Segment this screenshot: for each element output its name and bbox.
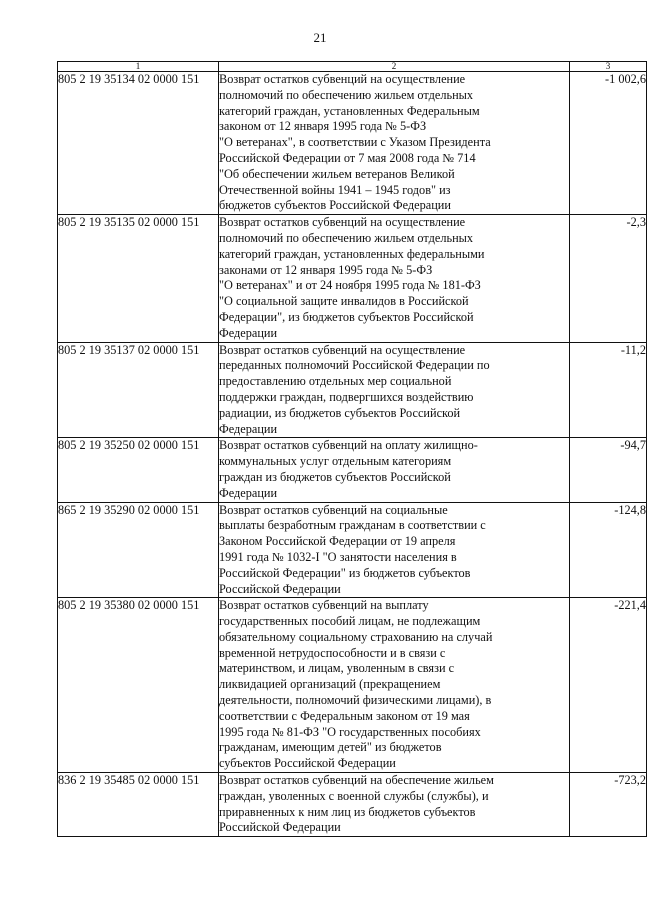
budget-code-cell: 805 2 19 35250 02 0000 151 bbox=[58, 438, 219, 502]
amount-cell: -124,8 bbox=[570, 502, 647, 598]
amount-cell: -2,3 bbox=[570, 215, 647, 342]
budget-code-cell: 836 2 19 35485 02 0000 151 bbox=[58, 773, 219, 837]
description-cell: Возврат остатков субвенций на выплату государственных пособий лицам, не подлежащим обязательному социальному страхованию на случай временной нетрудоспособности и в связи с материнством, и лицам, уволенным в связи с ликвидацией организаций (прекращением деятельности, полномочий физическими лицами), в соответствии с Федеральным законом от 19 мая 1995 года № 81-ФЗ "О государственных пособиях гражданам, имеющим детей" из бюджетов субъектов Российской Федерации bbox=[219, 598, 570, 773]
amount-cell: -11,2 bbox=[570, 342, 647, 438]
budget-code-cell: 805 2 19 35134 02 0000 151 bbox=[58, 72, 219, 215]
table-row bbox=[58, 502, 647, 598]
budget-code-cell: 805 2 19 35135 02 0000 151 bbox=[58, 215, 219, 342]
column-header-name: 2 bbox=[219, 62, 570, 72]
table-row bbox=[58, 72, 647, 215]
budget-code-cell: 865 2 19 35290 02 0000 151 bbox=[58, 502, 219, 598]
table-row bbox=[58, 438, 647, 502]
budget-code-cell: 805 2 19 35137 02 0000 151 bbox=[58, 342, 219, 438]
column-header-code: 1 bbox=[58, 62, 219, 72]
table-row bbox=[58, 342, 647, 438]
amount-cell: -94,7 bbox=[570, 438, 647, 502]
column-header-amount: 3 bbox=[570, 62, 647, 72]
table-row bbox=[58, 773, 647, 837]
description-cell: Возврат остатков субвенций на социальные выплаты безработным гражданам в соответствии с Законом Российской Федерации от 19 апреля 1991 года № 1032-I "О занятости населения в Российской Федерации" из бюджетов субъектов Российской Федерации bbox=[219, 502, 570, 598]
description-cell: Возврат остатков субвенций на осуществление полномочий по обеспечению жильем отдельных категорий граждан, установленных Федеральным законом от 12 января 1995 года № 5-ФЗ "О ветеранах", в соответствии с Указом Президента Российской Федерации от 7 мая 2008 года № 714 "Об обеспечении жильем ветеранов Великой Отечественной войны 1941 – 1945 годов" из бюджетов субъектов Российской Федерации bbox=[219, 72, 570, 215]
table-body bbox=[58, 72, 647, 837]
description-cell: Возврат остатков субвенций на обеспечение жильем граждан, уволенных с военной службы (службы), и приравненных к ним лиц из бюджетов субъектов Российской Федерации bbox=[219, 773, 570, 837]
amount-cell: -1 002,6 bbox=[570, 72, 647, 215]
description-cell: Возврат остатков субвенций на оплату жилищно- коммунальных услуг отдельным категориям граждан из бюджетов субъектов Российской Федерации bbox=[219, 438, 570, 502]
budget-codes-table bbox=[57, 61, 647, 837]
amount-cell: -723,2 bbox=[570, 773, 647, 837]
budget-code-cell: 805 2 19 35380 02 0000 151 bbox=[58, 598, 219, 773]
table-row bbox=[58, 598, 647, 773]
amount-cell: -221,4 bbox=[570, 598, 647, 773]
table-row bbox=[58, 215, 647, 342]
page-number: 21 bbox=[313, 30, 327, 45]
description-cell: Возврат остатков субвенций на осуществление переданных полномочий Российской Федерации по предоставлению отдельных мер социальной поддержки граждан, подвергшихся воздействию радиации, из бюджетов субъектов Российской Федерации bbox=[219, 342, 570, 438]
description-cell: Возврат остатков субвенций на осуществление полномочий по обеспечению жильем отдельных категорий граждан, установленных федеральными законами от 12 января 1995 года № 5-ФЗ "О ветеранах" и от 24 ноября 1995 года № 181-ФЗ "О социальной защите инвалидов в Российской Федерации", из бюджетов субъектов Российской Федерации bbox=[219, 215, 570, 342]
table-header-row bbox=[58, 62, 647, 72]
